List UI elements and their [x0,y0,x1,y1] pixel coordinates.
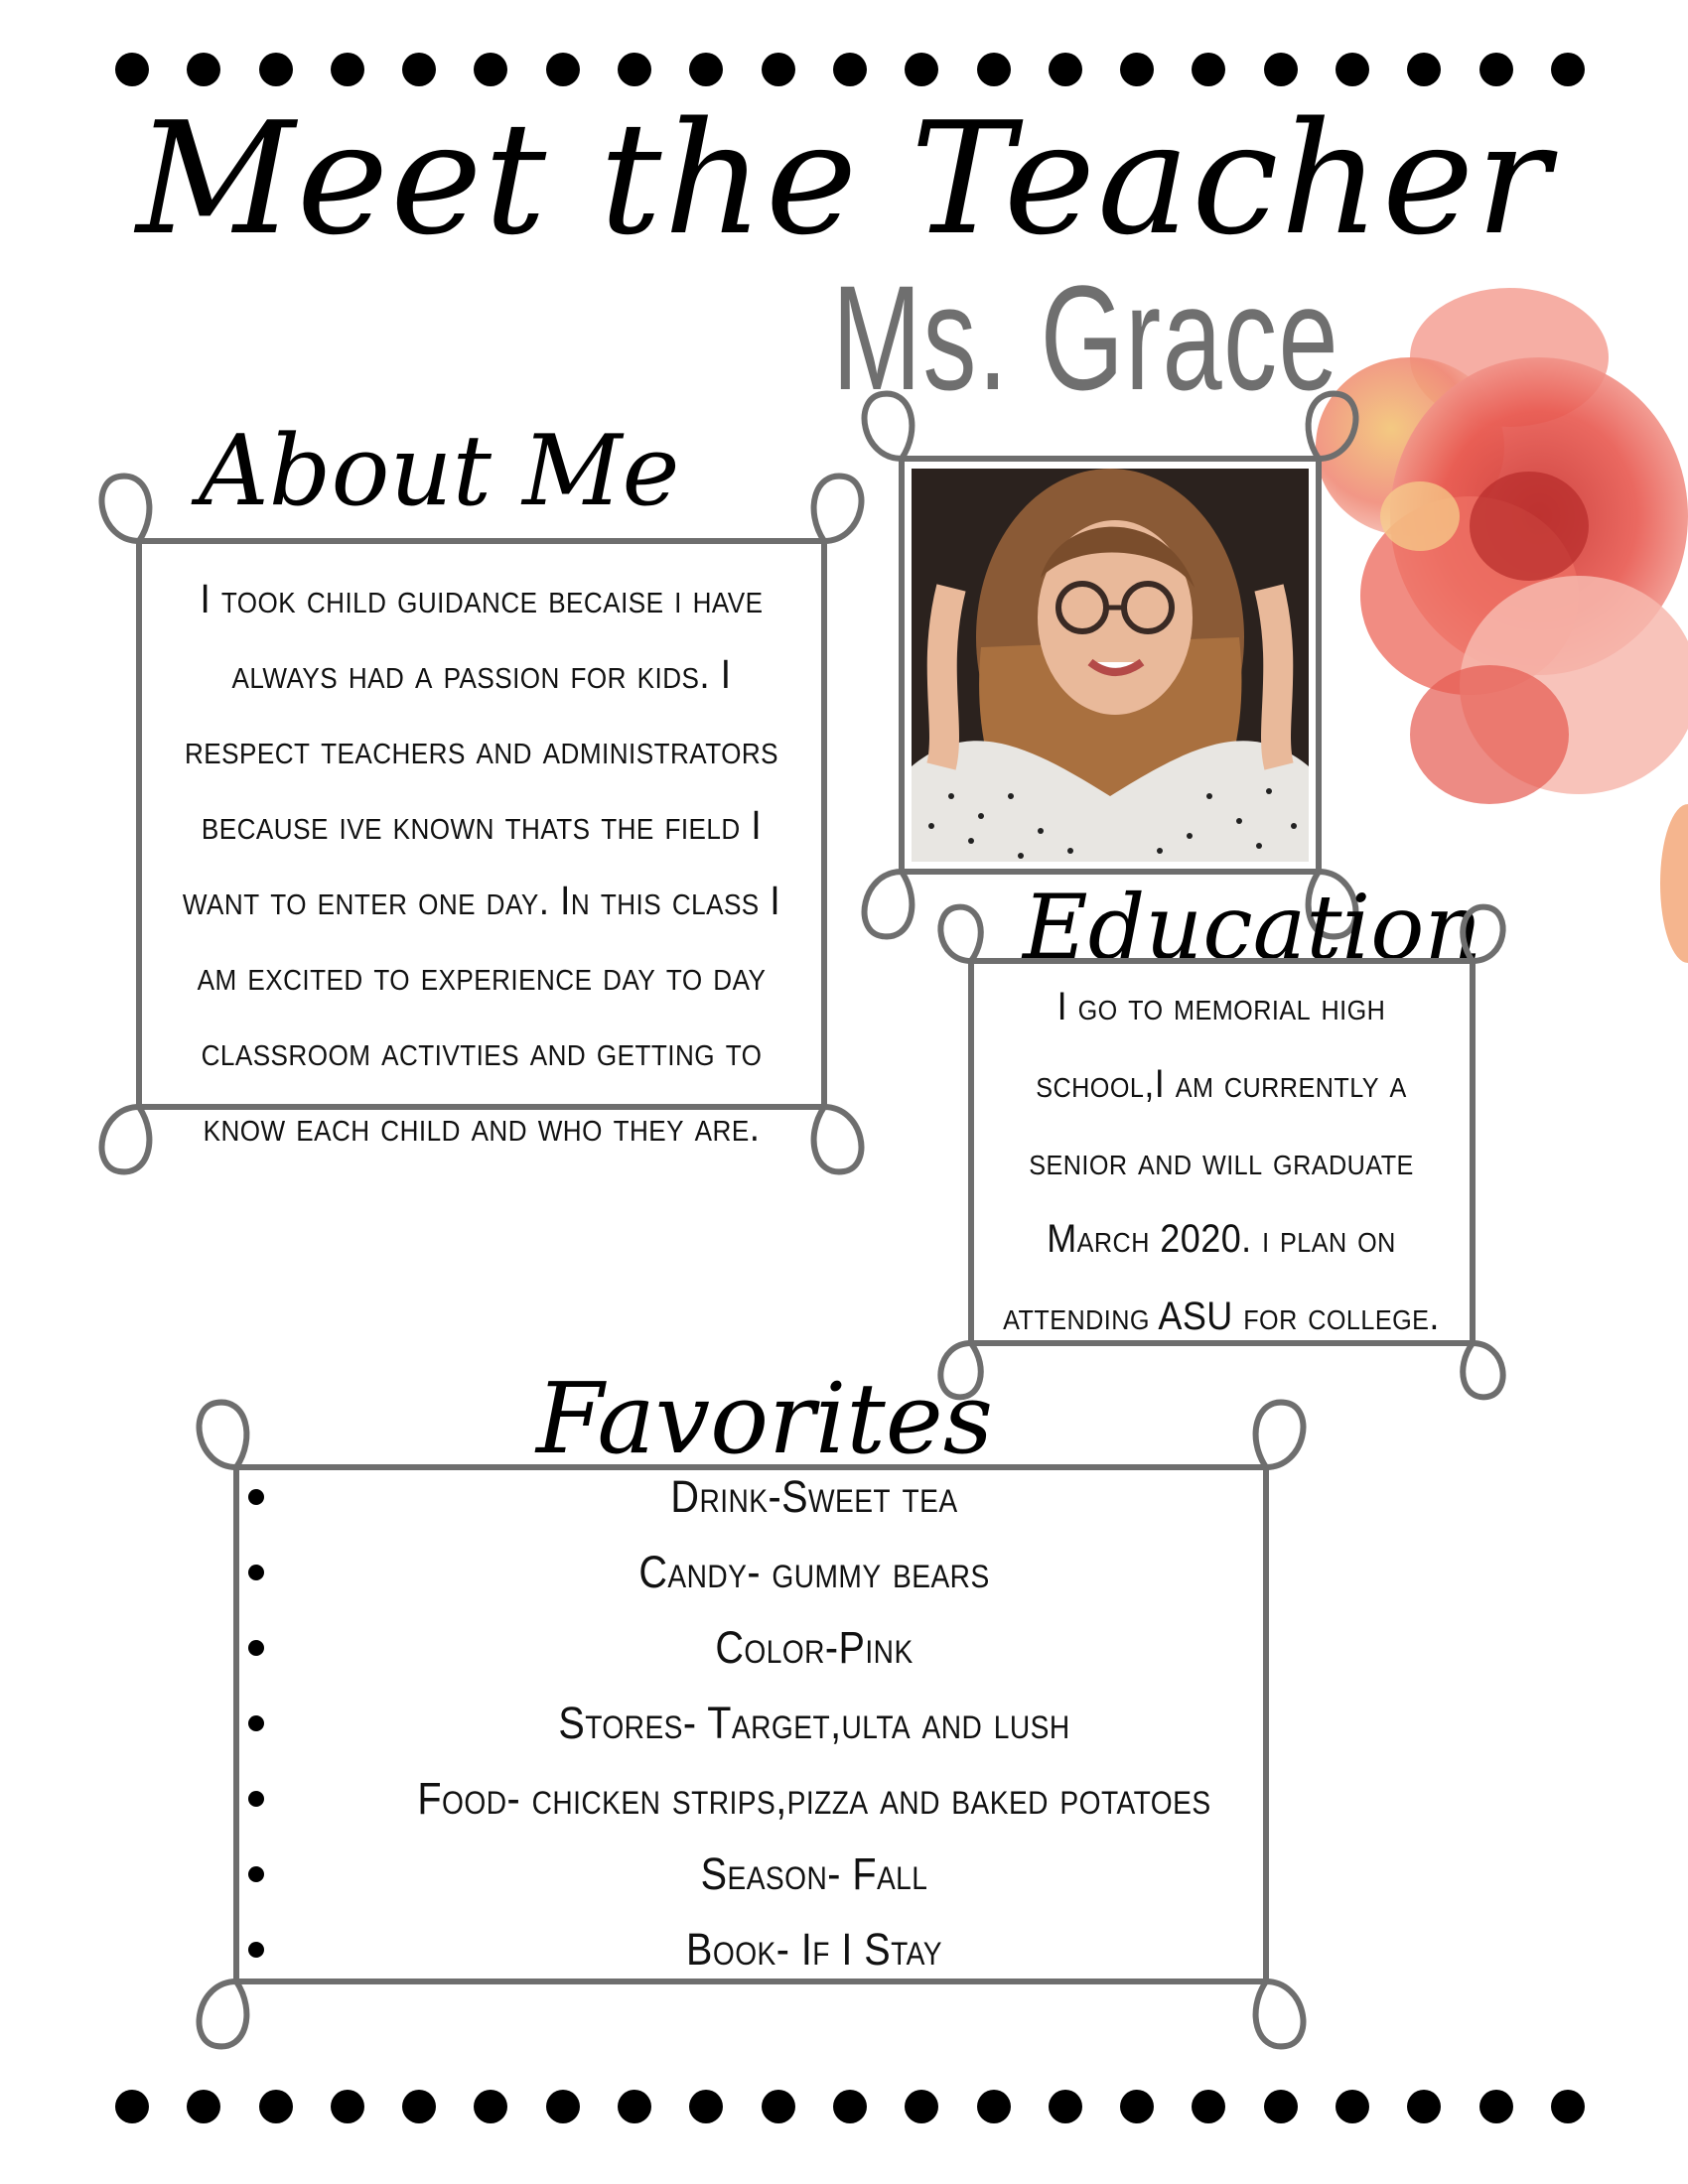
dot [1407,53,1441,86]
dot [259,2090,293,2123]
dot [115,2090,149,2123]
dot [762,2090,795,2123]
dot [1264,2090,1298,2123]
favorite-item: Color-Pink [715,1622,914,1673]
favorite-item: Food- chicken strips,pizza and baked potatoes [417,1773,1211,1824]
teacher-name: Ms. Grace [832,254,1340,421]
favorite-item: Stores- Target,ulta and lush [558,1698,1070,1748]
dot [474,2090,507,2123]
list-item [238,1912,1390,1987]
list-item [238,1610,1390,1686]
dot [1479,53,1513,86]
favorites-heading: Favorites [536,1363,993,1476]
dot [1049,53,1082,86]
dot [689,2090,723,2123]
dot [331,2090,364,2123]
list-item [238,1459,1390,1535]
dot [977,2090,1011,2123]
dot [833,53,867,86]
top-dot-border [115,52,1585,87]
favorite-item: Book- If I Stay [685,1924,943,1975]
dot [187,53,220,86]
dot [546,53,580,86]
dot [905,2090,938,2123]
list-item [238,1686,1390,1761]
favorite-item: Drink-Sweet tea [670,1471,958,1522]
about-text: I took child guidance becaise i have always had a passion for kids. I respect teachers and administrators because ive known thats the field I want to enter one day. In this class I am excited to experience day to day classroom activties and getting to know each child and who they are. [182,576,781,1150]
dot [115,53,149,86]
bullet-icon [248,1640,264,1656]
list-item [238,1535,1390,1610]
bullet-icon [248,1942,264,1958]
bullet-icon [248,1565,264,1580]
bullet-icon [248,1791,264,1807]
dot [1336,53,1369,86]
favorites-list [238,1459,1390,1987]
bullet-icon [248,1715,264,1731]
dot [1407,2090,1441,2123]
page-title: Meet the Teacher [136,88,1552,269]
favorite-item: Candy- gummy bears [638,1547,990,1597]
education-text: I go to memorial high school,I am currently a senior and will graduate March 2020. i plan on attending ASU for college. [1003,985,1440,1338]
dot [1551,53,1585,86]
favorite-item: Season- Fall [700,1848,928,1899]
bullet-icon [248,1489,264,1505]
bullet-icon [248,1866,264,1882]
dot [402,2090,436,2123]
list-item [238,1837,1390,1912]
dot [689,53,723,86]
dot [474,53,507,86]
dot [1120,53,1154,86]
dot [1049,2090,1082,2123]
education-heading: Education [1023,876,1482,980]
list-item [238,1761,1390,1837]
dot [762,53,795,86]
dot [187,2090,220,2123]
dot [259,53,293,86]
dot [331,53,364,86]
about-heading: About Me [199,415,680,528]
dot [618,53,651,86]
dot [1120,2090,1154,2123]
dot [977,53,1011,86]
teacher-photo [912,469,1309,862]
dot [1551,2090,1585,2123]
dot [1479,2090,1513,2123]
dot [546,2090,580,2123]
bottom-dot-border [115,2089,1585,2124]
dot [402,53,436,86]
dot [1336,2090,1369,2123]
dot [618,2090,651,2123]
dot [1192,53,1225,86]
dot [1264,53,1298,86]
dot [905,53,938,86]
dot [1192,2090,1225,2123]
dot [833,2090,867,2123]
